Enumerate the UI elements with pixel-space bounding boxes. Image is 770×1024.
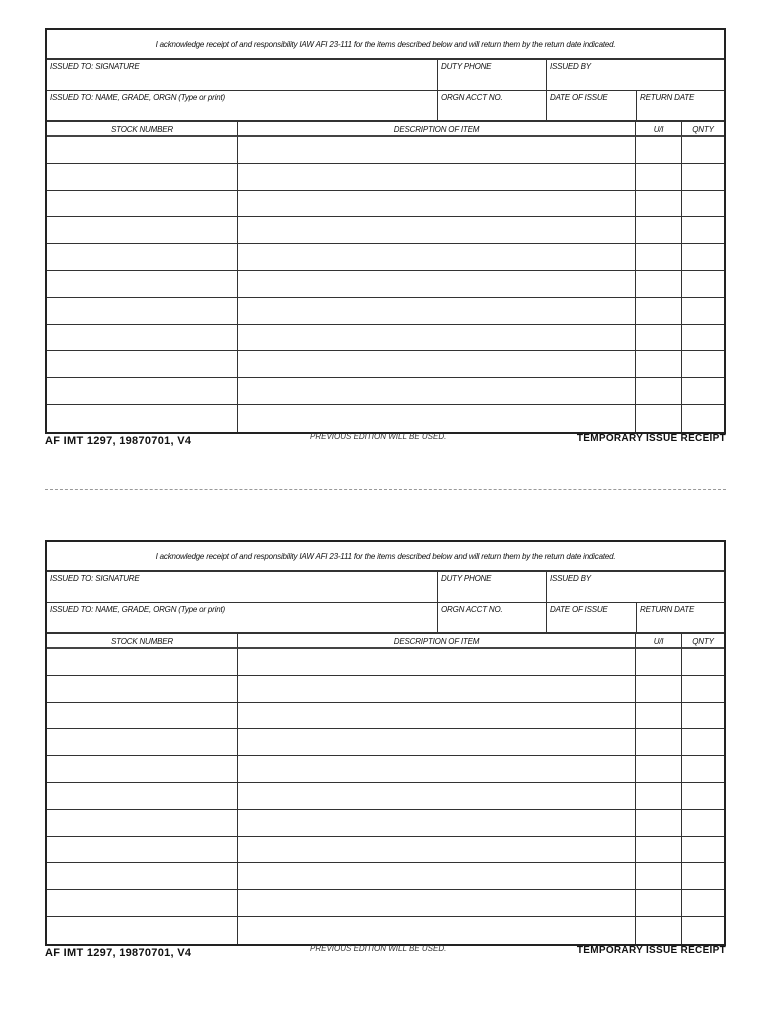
form-title: TEMPORARY ISSUE RECEIPT — [576, 432, 726, 444]
description-input[interactable] — [238, 917, 636, 944]
column-header-description: DESCRIPTION OF ITEM — [238, 122, 636, 137]
form-id: AF IMT 1297, 19870701, V4 — [45, 946, 192, 959]
column-header-stock-number: STOCK NUMBER — [47, 122, 238, 137]
quantity-input[interactable] — [682, 649, 724, 676]
quantity-input[interactable] — [682, 676, 724, 703]
column-header-stock-number: STOCK NUMBER — [47, 634, 238, 649]
description-input[interactable] — [238, 217, 636, 244]
issued-to-signature-field[interactable]: ISSUED TO: SIGNATURE — [47, 60, 438, 91]
unit-of-issue-input[interactable] — [636, 890, 682, 917]
stock-number-input[interactable] — [47, 649, 238, 676]
stock-number-input[interactable] — [47, 676, 238, 703]
orgn-acct-no-field[interactable]: ORGN ACCT NO. — [438, 603, 547, 634]
date-of-issue-field[interactable]: DATE OF ISSUE — [547, 603, 637, 634]
stock-number-input[interactable] — [47, 298, 238, 325]
stock-number-input[interactable] — [47, 917, 238, 944]
issued-by-field[interactable]: ISSUED BY — [547, 60, 724, 91]
duty-phone-field[interactable]: DUTY PHONE — [438, 572, 547, 603]
description-input[interactable] — [238, 756, 636, 783]
quantity-input[interactable] — [682, 703, 724, 730]
description-input[interactable] — [238, 137, 636, 164]
quantity-input[interactable] — [682, 783, 724, 810]
quantity-input[interactable] — [682, 863, 724, 890]
unit-of-issue-input[interactable] — [636, 298, 682, 325]
description-input[interactable] — [238, 378, 636, 405]
unit-of-issue-input[interactable] — [636, 137, 682, 164]
unit-of-issue-input[interactable] — [636, 837, 682, 864]
unit-of-issue-input[interactable] — [636, 405, 682, 432]
unit-of-issue-input[interactable] — [636, 378, 682, 405]
acknowledgement-text: I acknowledge receipt of and responsibility IAW AFI 23-111 for the items described below and will return them by the return date indicated. — [47, 30, 724, 60]
quantity-input[interactable] — [682, 405, 724, 432]
description-input[interactable] — [238, 890, 636, 917]
date-of-issue-field[interactable]: DATE OF ISSUE — [547, 91, 637, 122]
quantity-input[interactable] — [682, 378, 724, 405]
quantity-input[interactable] — [682, 191, 724, 218]
description-input[interactable] — [238, 837, 636, 864]
quantity-input[interactable] — [682, 810, 724, 837]
description-input[interactable] — [238, 298, 636, 325]
orgn-acct-no-field[interactable]: ORGN ACCT NO. — [438, 91, 547, 122]
unit-of-issue-input[interactable] — [636, 325, 682, 352]
form-border — [45, 540, 726, 946]
column-header-unit-of-issue: U/I — [636, 634, 682, 649]
stock-number-input[interactable] — [47, 244, 238, 271]
stock-number-input[interactable] — [47, 191, 238, 218]
unit-of-issue-input[interactable] — [636, 917, 682, 944]
quantity-input[interactable] — [682, 298, 724, 325]
issued-to-name-field[interactable]: ISSUED TO: NAME, GRADE, ORGN (Type or print) — [47, 603, 438, 634]
description-input[interactable] — [238, 703, 636, 730]
unit-of-issue-input[interactable] — [636, 756, 682, 783]
column-header-quantity: QNTY — [682, 122, 724, 137]
stock-number-input[interactable] — [47, 837, 238, 864]
unit-of-issue-input[interactable] — [636, 217, 682, 244]
quantity-input[interactable] — [682, 244, 724, 271]
stock-number-input[interactable] — [47, 378, 238, 405]
quantity-input[interactable] — [682, 325, 724, 352]
stock-number-input[interactable] — [47, 405, 238, 432]
stock-number-input[interactable] — [47, 810, 238, 837]
description-input[interactable] — [238, 164, 636, 191]
stock-number-input[interactable] — [47, 271, 238, 298]
stock-number-input[interactable] — [47, 783, 238, 810]
unit-of-issue-input[interactable] — [636, 703, 682, 730]
description-input[interactable] — [238, 676, 636, 703]
description-input[interactable] — [238, 810, 636, 837]
quantity-input[interactable] — [682, 217, 724, 244]
duty-phone-field[interactable]: DUTY PHONE — [438, 60, 547, 91]
unit-of-issue-input[interactable] — [636, 783, 682, 810]
stock-number-input[interactable] — [47, 890, 238, 917]
stock-number-input[interactable] — [47, 351, 238, 378]
edition-note: PREVIOUS EDITION WILL BE USED. — [310, 431, 447, 441]
description-input[interactable] — [238, 863, 636, 890]
description-input[interactable] — [238, 351, 636, 378]
return-date-field[interactable]: RETURN DATE — [637, 603, 724, 634]
issued-by-field[interactable]: ISSUED BY — [547, 572, 724, 603]
quantity-input[interactable] — [682, 917, 724, 944]
description-input[interactable] — [238, 649, 636, 676]
description-input[interactable] — [238, 244, 636, 271]
quantity-input[interactable] — [682, 890, 724, 917]
stock-number-input[interactable] — [47, 756, 238, 783]
stock-number-input[interactable] — [47, 863, 238, 890]
quantity-input[interactable] — [682, 164, 724, 191]
unit-of-issue-input[interactable] — [636, 863, 682, 890]
unit-of-issue-input[interactable] — [636, 351, 682, 378]
description-input[interactable] — [238, 325, 636, 352]
column-header-quantity: QNTY — [682, 634, 724, 649]
column-header-unit-of-issue: U/I — [636, 122, 682, 137]
stock-number-input[interactable] — [47, 137, 238, 164]
quantity-input[interactable] — [682, 137, 724, 164]
return-date-field[interactable]: RETURN DATE — [637, 91, 724, 122]
cut-line-divider — [45, 489, 726, 490]
stock-number-input[interactable] — [47, 703, 238, 730]
description-input[interactable] — [238, 729, 636, 756]
form-border — [45, 28, 726, 434]
description-input[interactable] — [238, 191, 636, 218]
description-input[interactable] — [238, 405, 636, 432]
unit-of-issue-input[interactable] — [636, 164, 682, 191]
unit-of-issue-input[interactable] — [636, 649, 682, 676]
stock-number-input[interactable] — [47, 729, 238, 756]
description-input[interactable] — [238, 271, 636, 298]
stock-number-input[interactable] — [47, 164, 238, 191]
unit-of-issue-input[interactable] — [636, 271, 682, 298]
edition-note: PREVIOUS EDITION WILL BE USED. — [310, 943, 447, 953]
unit-of-issue-input[interactable] — [636, 191, 682, 218]
column-header-description: DESCRIPTION OF ITEM — [238, 634, 636, 649]
stock-number-input[interactable] — [47, 217, 238, 244]
quantity-input[interactable] — [682, 837, 724, 864]
unit-of-issue-input[interactable] — [636, 244, 682, 271]
form-title: TEMPORARY ISSUE RECEIPT — [576, 944, 726, 956]
form-id: AF IMT 1297, 19870701, V4 — [45, 434, 192, 447]
unit-of-issue-input[interactable] — [636, 676, 682, 703]
quantity-input[interactable] — [682, 351, 724, 378]
acknowledgement-text: I acknowledge receipt of and responsibility IAW AFI 23-111 for the items described below and will return them by the return date indicated. — [47, 542, 724, 572]
description-input[interactable] — [238, 783, 636, 810]
unit-of-issue-input[interactable] — [636, 729, 682, 756]
issued-to-signature-field[interactable]: ISSUED TO: SIGNATURE — [47, 572, 438, 603]
stock-number-input[interactable] — [47, 325, 238, 352]
unit-of-issue-input[interactable] — [636, 810, 682, 837]
quantity-input[interactable] — [682, 756, 724, 783]
quantity-input[interactable] — [682, 729, 724, 756]
issued-to-name-field[interactable]: ISSUED TO: NAME, GRADE, ORGN (Type or print) — [47, 91, 438, 122]
quantity-input[interactable] — [682, 271, 724, 298]
